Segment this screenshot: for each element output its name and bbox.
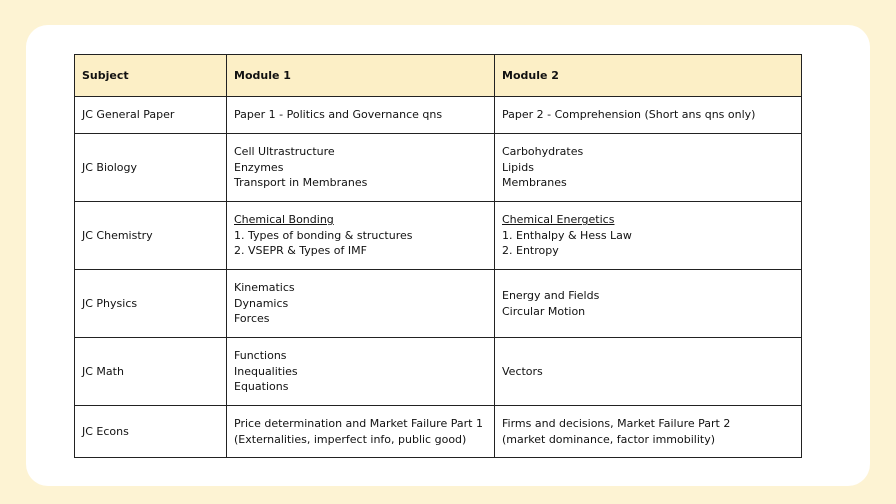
module-2-line: Firms and decisions, Market Failure Part 2 bbox=[502, 417, 731, 430]
module-2-line: 2. Entropy bbox=[502, 244, 559, 258]
module-2-cell bbox=[495, 338, 802, 406]
table-row bbox=[75, 97, 802, 134]
module-2-line: Energy and Fields bbox=[502, 289, 600, 302]
table-header-row bbox=[75, 55, 802, 97]
module-1-topic-heading: Chemical Bonding bbox=[234, 213, 334, 227]
module-1-line: Transport in Membranes bbox=[234, 176, 368, 190]
module-2-line: Paper 2 - Comprehension (Short ans qns only) bbox=[502, 108, 756, 122]
module-1-cell bbox=[227, 97, 495, 134]
module-1-line: Equations bbox=[234, 380, 289, 394]
table-row bbox=[75, 338, 802, 406]
module-2-line: Carbohydrates bbox=[502, 145, 584, 159]
subject-cell: JC Biology bbox=[75, 134, 227, 202]
table-row bbox=[75, 270, 802, 338]
module-2-cell bbox=[495, 406, 802, 458]
module-2-line: Vectors bbox=[502, 364, 543, 378]
table-row bbox=[75, 202, 802, 270]
module-2-cell bbox=[495, 134, 802, 202]
module-1-line: 1. Types of bonding & structures bbox=[234, 228, 413, 242]
module-1-line: Enzymes bbox=[234, 160, 284, 174]
module-2-line: Membranes bbox=[502, 176, 567, 190]
module-1-line: Inequalities bbox=[234, 364, 298, 378]
module-1-line: Dynamics bbox=[234, 296, 289, 310]
module-1-line: Price determination and Market Failure Part 1 bbox=[234, 417, 483, 430]
module-1-line: (Externalities, imperfect info, public good) bbox=[234, 432, 467, 446]
subject-cell: JC Physics bbox=[75, 270, 227, 338]
module-1-line: 2. VSEPR & Types of IMF bbox=[234, 244, 367, 258]
subject-cell: JC Math bbox=[75, 338, 227, 406]
module-1-cell bbox=[227, 406, 495, 458]
module-1-line: Cell Ultrastructure bbox=[234, 145, 335, 159]
header-module-2: Module 2 bbox=[495, 55, 802, 97]
module-1-cell bbox=[227, 338, 495, 406]
module-1-cell bbox=[227, 134, 495, 202]
subject-cell: JC General Paper bbox=[75, 97, 227, 134]
header-module-1: Module 1 bbox=[227, 55, 495, 97]
module-1-line: Kinematics bbox=[234, 281, 295, 295]
module-2-line: Lipids bbox=[502, 160, 534, 174]
module-2-cell bbox=[495, 202, 802, 270]
header-subject: Subject bbox=[75, 55, 227, 97]
module-1-line: Forces bbox=[234, 312, 270, 326]
module-1-line: Functions bbox=[234, 349, 287, 363]
module-2-line: 1. Enthalpy & Hess Law bbox=[502, 228, 632, 242]
table-row bbox=[75, 134, 802, 202]
module-2-cell bbox=[495, 97, 802, 134]
table-row bbox=[75, 406, 802, 458]
module-2-line: (market dominance, factor immobility) bbox=[502, 432, 716, 446]
module-2-line: Circular Motion bbox=[502, 304, 586, 318]
subject-cell: JC Econs bbox=[75, 406, 227, 458]
module-2-cell bbox=[495, 270, 802, 338]
module-1-cell bbox=[227, 202, 495, 270]
module-1-line: Paper 1 - Politics and Governance qns bbox=[234, 108, 443, 122]
subject-cell: JC Chemistry bbox=[75, 202, 227, 270]
module-2-topic-heading: Chemical Energetics bbox=[502, 213, 615, 227]
module-1-cell bbox=[227, 270, 495, 338]
modules-table bbox=[74, 54, 802, 458]
